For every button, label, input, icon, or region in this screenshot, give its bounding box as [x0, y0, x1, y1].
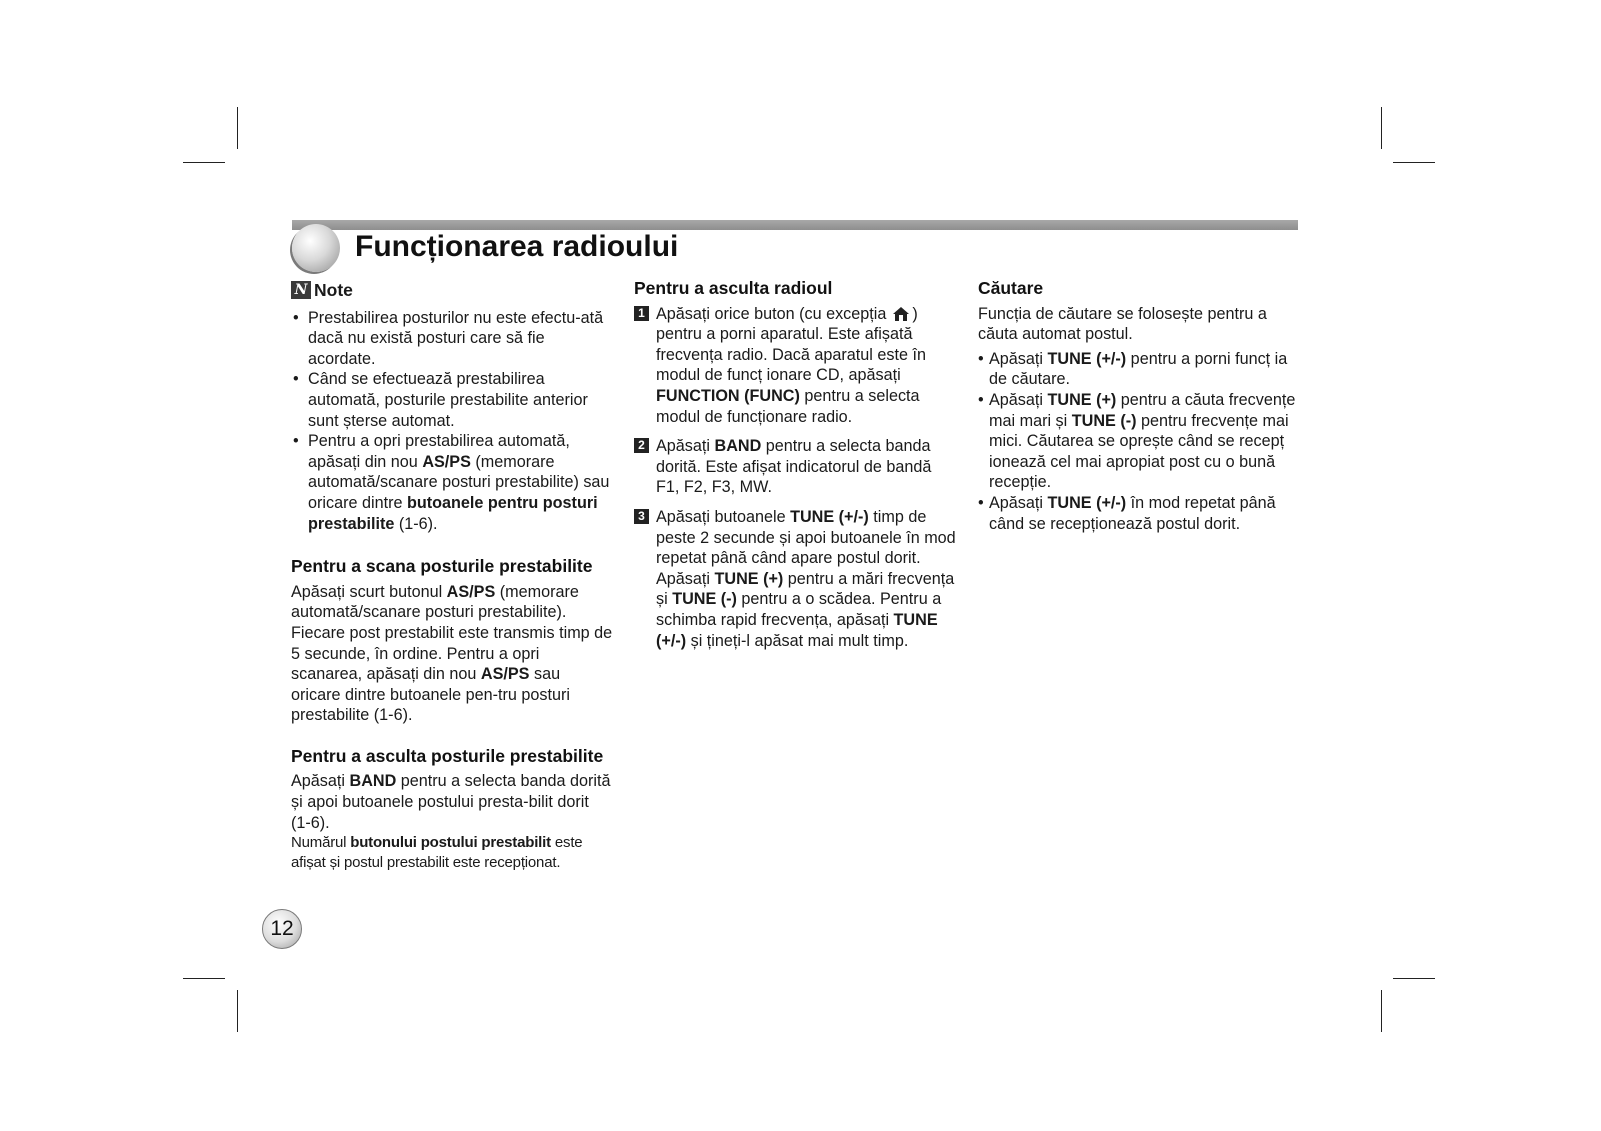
note-heading — [291, 280, 613, 301]
step-number: 1 — [634, 306, 649, 321]
scan-presets-section — [291, 556, 613, 726]
section-heading: Căutare — [978, 278, 1044, 298]
list-item: • Apăsați TUNE (+/-) în mod repetat până când se recepționează postul dorit. — [978, 493, 1298, 534]
crop-mark — [183, 162, 225, 163]
column-left — [291, 278, 613, 873]
section-heading: Pentru a asculta posturile prestabilite — [291, 745, 604, 766]
section-note: Numărul butonului postului prestabilit este afișat și postul prestabilit este recepționat. — [291, 834, 583, 872]
page-number: 12 — [262, 909, 302, 949]
page-title: Funcționarea radioului — [355, 230, 679, 263]
title-bar — [292, 220, 1298, 230]
search-list — [978, 349, 1298, 534]
list-item: • Apăsați TUNE (+) pentru a căuta frecvențe mai mari și TUNE (-) pentru frecvențe mai mici. Căutarea se oprește când se recepț ionează cel mai apropiat post cu o bună recepție. — [978, 390, 1298, 493]
crop-mark — [1381, 107, 1382, 149]
step-1 — [634, 304, 956, 428]
section-heading: Pentru a scana posturile prestabilite — [291, 556, 593, 577]
step-number: 3 — [634, 509, 649, 524]
column-middle — [634, 278, 956, 660]
step-2 — [634, 436, 956, 498]
note-list — [291, 308, 613, 535]
crop-mark — [1381, 990, 1382, 1032]
section-heading: Pentru a asculta radioul — [634, 278, 833, 298]
step-number: 2 — [634, 438, 649, 453]
step-text-before-icon: Apăsați orice buton (cu excepția — [656, 304, 887, 323]
list-item: • Prestabilirea posturilor nu este efectu-ată dacă nu există posturi care să fie acordate. — [291, 308, 613, 370]
note-label: Note — [314, 280, 353, 300]
crop-mark — [237, 990, 238, 1032]
listen-presets-section — [291, 746, 613, 873]
crop-mark — [1393, 162, 1435, 163]
list-item: • Apăsați TUNE (+/-) pentru a porni funcț ia de căutare. — [978, 349, 1298, 390]
search-intro: Funcția de căutare se folosește pentru a căuta automat postul. — [978, 304, 1267, 344]
home-power-icon — [892, 306, 910, 322]
step-text: Apăsați BAND pentru a selecta banda dorită. Este afișat indicatorul de bandă F1, F2, F3, MW. — [656, 437, 932, 497]
note-n-icon: N — [291, 281, 311, 299]
step-3 — [634, 507, 956, 651]
section-body: Apăsați BAND pentru a selecta banda dorită și apoi butoanele postului presta-bilit dorit (1-6). — [291, 772, 611, 832]
column-right — [978, 278, 1298, 534]
step-text: Apăsați butoanele TUNE (+/-) timp de peste 2 secunde și apoi butoanele în mod repetat până când apare postul dorit. Apăsați TUNE (+) pentru a mări frecvența și TUNE (-) pentru a o scădea. Pentru a schimba rapid frecvența, apăsați TUNE (+/-) și țineți-l apăsat mai mult timp. — [656, 507, 956, 650]
crop-mark — [237, 107, 238, 149]
section-body: Apăsați scurt butonul AS/PS (memorare automată/scanare posturi prestabilite). Fiecare post prestabilit este transmis timp de 5 secunde, în ordine. Pentru a opri scanarea, apăsați din nou AS/PS sau oricare dintre butoanele pen-tru posturi prestabilite (1-6). — [291, 582, 613, 725]
title-circle-icon — [292, 224, 340, 272]
list-item: • Când se efectuează prestabilirea automată, posturile prestabilite anterior sunt șterse automat. — [291, 369, 613, 431]
crop-mark — [183, 978, 225, 979]
step-text: ) pentru a porni aparatul. Este afișată frecvența radio. Dacă aparatul este în modul de funcț ionare CD, apăsați FUNCTION (FUNC) pentru a selecta modul de funcționare radio. — [656, 304, 926, 426]
crop-mark — [1393, 978, 1435, 979]
list-item: • Pentru a opri prestabilirea automată, apăsați din nou AS/PS (memorare automată/scanare posturi prestabilite) sau oricare dintre butoanele pentru posturi prestabilite (1-6). — [291, 431, 613, 534]
